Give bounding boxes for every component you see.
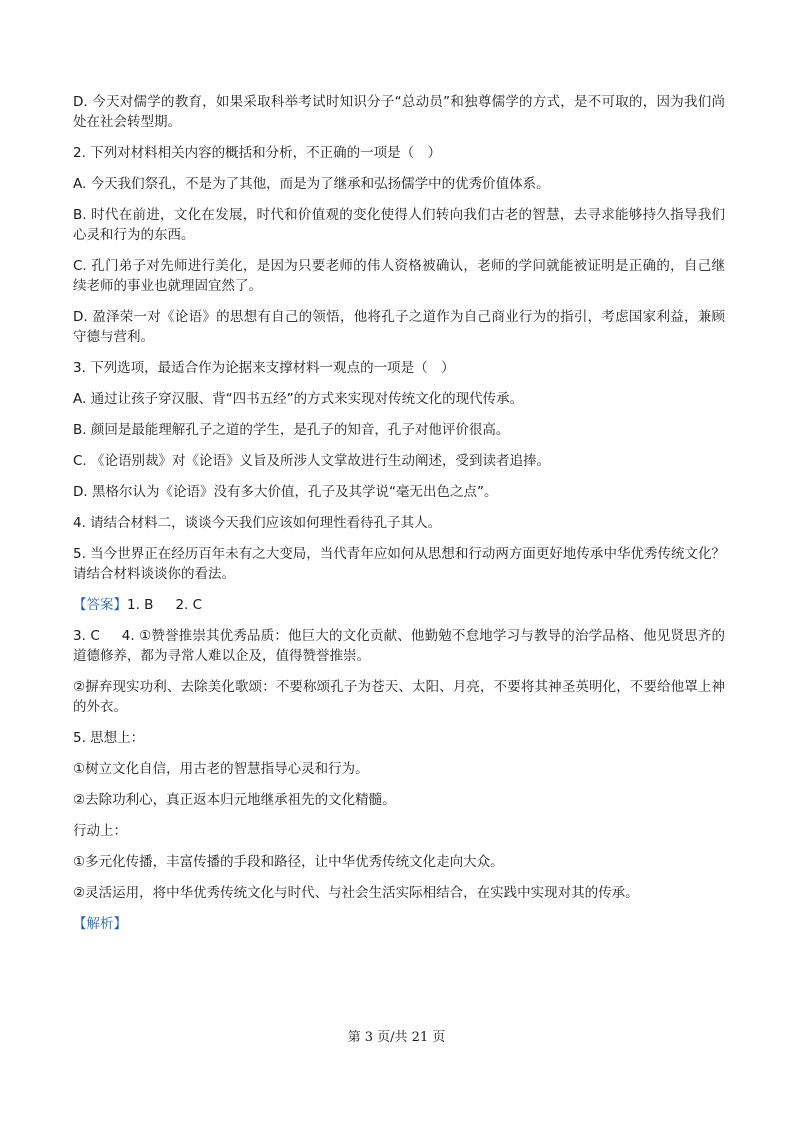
q4-stem: 4. 请结合材料二，谈谈今天我们应该如何理性看待孔子其人。	[73, 515, 442, 531]
answer-1: 1. B	[127, 597, 154, 613]
q3-option-b: B. 颜回是最能理解孔子之道的学生，是孔子的知音，孔子对他评价很高。	[73, 422, 510, 438]
answer-5-action-title: 行动上：	[73, 823, 127, 839]
answer-5-action-2: ②灵活运用，将中华优秀传统文化与时代、与社会生活实际相结合，在实践中实现对其的传承。	[73, 885, 639, 901]
q2-option-c: C. 孔门弟子对先师进行美化，是因为只要老师的伟人资格被确认，老师的学问就能被证明是正确的，自己继续老师的事业也就理固宜然了。	[73, 258, 725, 294]
q5-stem: 5. 当今世界正在经历百年未有之大变局，当代青年应如何从思想和行动两方面更好地传承中华优秀传统文化？请结合材料谈谈你的看法。	[73, 546, 725, 582]
q2-option-a: A. 今天我们祭孔，不是为了其他，而是为了继承和弘扬儒学中的优秀价值体系。	[73, 176, 550, 192]
answer-3-4	[73, 626, 725, 666]
answer-5-thought-2: ②去除功利心，真正返本归元地继承祖先的文化精髓。	[73, 792, 396, 808]
q1-option-d: D. 今天对儒学的教育，如果采取科举考试时知识分子“总动员”和独尊儒学的方式，是不可取的，因为我们尚处在社会转型期。	[73, 94, 725, 130]
answer-4-point-1: 4. ①赞誉推崇其优秀品质：他巨大的文化贡献、他勤勉不怠地学习与教导的治学品格、他见贤思齐的道德修养，都为寻常人难以企及，值得赞誉推崇。	[73, 628, 725, 664]
analysis-line	[73, 914, 725, 934]
document-body	[73, 92, 725, 945]
q3-option-c: C. 《论语别裁》对《论语》义旨及所涉人文掌故进行生动阐述，受到读者追捧。	[73, 453, 551, 469]
q3-option-a: A. 通过让孩子穿汉服、背“四书五经”的方式来实现对传统文化的现代传承。	[73, 391, 524, 407]
q3-option-d: D. 黑格尔认为《论语》没有多大价值，孔子及其学说“毫无出色之点”。	[73, 484, 498, 500]
q2-stem: 2. 下列对材料相关内容的概括和分析，不正确的一项是（ ）	[73, 145, 442, 161]
answer-3: 3. C	[73, 628, 100, 644]
q2-option-b: B. 时代在前进，文化在发展，时代和价值观的变化使得人们转向我们古老的智慧，去寻求能够持久指导我们心灵和行为的东西。	[73, 207, 725, 243]
answer-5-action-1: ①多元化传播，丰富传播的手段和路径，让中华优秀传统文化走向大众。	[73, 854, 504, 870]
analysis-label: 【解析】	[73, 916, 127, 932]
page-footer: 第 3 页/共 21 页	[347, 1030, 446, 1045]
answer-5-thought-title: 5. 思想上：	[73, 730, 145, 746]
answer-4-point-2: ②摒弃现实功利、去除美化歌颂：不要称颂孔子为苍天、太阳、月亮，不要将其神圣英明化，不要给他罩上神的外衣。	[73, 679, 725, 715]
answer-label: 【答案】	[73, 597, 127, 613]
answer-5-thought-1: ①树立文化自信，用古老的智慧指导心灵和行为。	[73, 761, 369, 777]
answer-2: 2. C	[175, 597, 203, 613]
answer-line	[73, 595, 725, 615]
q3-stem: 3. 下列选项，最适合作为论据来支撑材料一观点的一项是（ ）	[73, 360, 455, 376]
q2-option-d: D. 盈泽荣一对《论语》的思想有自己的领悟，他将孔子之道作为自己商业行为的指引，考虑国家利益，兼顾守德与营利。	[73, 309, 725, 345]
